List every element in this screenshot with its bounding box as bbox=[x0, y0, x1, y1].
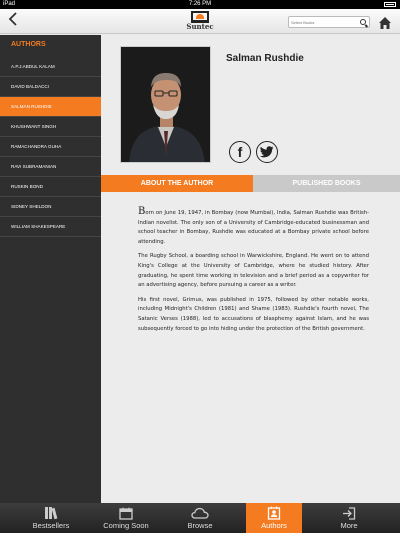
sidebar-item-ruskin-bond[interactable]: RUSKIN BOND bbox=[0, 177, 101, 197]
app-header bbox=[0, 9, 400, 34]
sidebar-item-khushwant-singh[interactable]: KHUSHWANT SINGH bbox=[0, 117, 101, 137]
tab-about-the-author[interactable]: ABOUT THE AUTHOR bbox=[101, 175, 253, 192]
search-box bbox=[288, 16, 370, 28]
author-portrait-image bbox=[121, 47, 211, 163]
sidebar-item-salman-rushdie[interactable]: SALMAN RUSHDIE bbox=[0, 97, 101, 117]
tabbar-label: Browse bbox=[187, 521, 213, 530]
sidebar-item-apj-abdul-kalam[interactable]: A.P.J.ABDUL KALAM bbox=[0, 57, 101, 77]
twitter-icon bbox=[260, 146, 274, 158]
author-biography bbox=[138, 207, 369, 339]
logo-mark-icon bbox=[191, 11, 209, 23]
tabbar-authors[interactable] bbox=[246, 503, 302, 533]
tabbar-browse[interactable] bbox=[172, 503, 228, 533]
back-button[interactable] bbox=[8, 11, 22, 32]
home-icon bbox=[378, 16, 392, 30]
brand-logo bbox=[183, 11, 217, 33]
sidebar-item-william-shakespeare[interactable]: WILLIAM SHAKESPEARE bbox=[0, 217, 101, 237]
chevron-left-icon bbox=[8, 11, 18, 27]
tabbar-label: Bestsellers bbox=[32, 521, 70, 530]
more-icon bbox=[342, 507, 356, 520]
twitter-button[interactable] bbox=[256, 141, 278, 163]
calendar-icon bbox=[119, 507, 133, 520]
search-icon[interactable] bbox=[360, 19, 366, 25]
tabbar-label: Coming Soon bbox=[103, 521, 149, 530]
sidebar-title: AUTHORS bbox=[11, 41, 46, 48]
sidebar-item-ramachandra-guha[interactable]: RAMACHANDRA GUHA bbox=[0, 137, 101, 157]
brand-name: Suntec bbox=[186, 22, 214, 31]
authors-sidebar bbox=[0, 35, 101, 503]
tabbar-label: More bbox=[340, 521, 358, 530]
battery-icon bbox=[384, 2, 396, 7]
bottom-tab-bar bbox=[0, 503, 400, 533]
bio-paragraph-3: His first novel, Grimus, was published in 1975, followed by other notable works, including Midnight's Children (1981) and Shame (1983). Rushdie's fourth novel, The Satanic Verses (1988), led to accusations of blasphemy against Islam, and he was subsequently forced to go into hiding under the protection of the British government. bbox=[138, 296, 369, 332]
author-detail-panel bbox=[101, 35, 400, 503]
tabbar-coming-soon[interactable] bbox=[98, 503, 154, 533]
facebook-icon: f bbox=[237, 144, 243, 160]
authors-icon bbox=[267, 506, 281, 520]
tabbar-bestsellers[interactable] bbox=[23, 503, 79, 533]
sidebar-item-sidney-sheldon[interactable]: SIDNEY SHELDON bbox=[0, 197, 101, 217]
tab-published-books[interactable]: PUBLISHED BOOKS bbox=[253, 175, 400, 192]
carrier-label: iPad bbox=[3, 1, 16, 7]
sidebar-item-ravi-subramanian[interactable]: RAVI SUBRAMANIAN bbox=[0, 157, 101, 177]
author-tabs bbox=[101, 175, 400, 192]
sidebar-item-david-baldacci[interactable]: DAVID BALDACCI bbox=[0, 77, 101, 97]
bio-paragraph-1: Born on June 19, 1947, in Bombay (now Mumbai), India, Salman Rushdie was British-Indian novelist. The only son of a University of Cambridge-educated businessman and school teacher in Bombay, Rushdie was educated at a Bombay private school before attending. bbox=[138, 206, 369, 245]
author-photo bbox=[120, 46, 211, 163]
search-input[interactable] bbox=[291, 18, 357, 27]
clock: 7:26 PM bbox=[188, 1, 212, 7]
home-button[interactable] bbox=[378, 15, 392, 29]
author-name: Salman Rushdie bbox=[226, 53, 304, 64]
books-icon bbox=[43, 506, 59, 520]
status-bar bbox=[0, 0, 400, 9]
tabbar-label: Authors bbox=[261, 521, 287, 530]
tabbar-more[interactable] bbox=[321, 503, 377, 533]
bio-paragraph-2: The Rugby School, a boarding school in Warwickshire, England. He went on to attend King's College at the University of Cambridge, where he studied history. After graduating, he spent time working in television and a brief period as a copywriter for an advertising agency, before pursuing a career as a writer. bbox=[138, 253, 369, 289]
facebook-button[interactable] bbox=[229, 141, 251, 163]
cloud-icon bbox=[191, 507, 209, 519]
